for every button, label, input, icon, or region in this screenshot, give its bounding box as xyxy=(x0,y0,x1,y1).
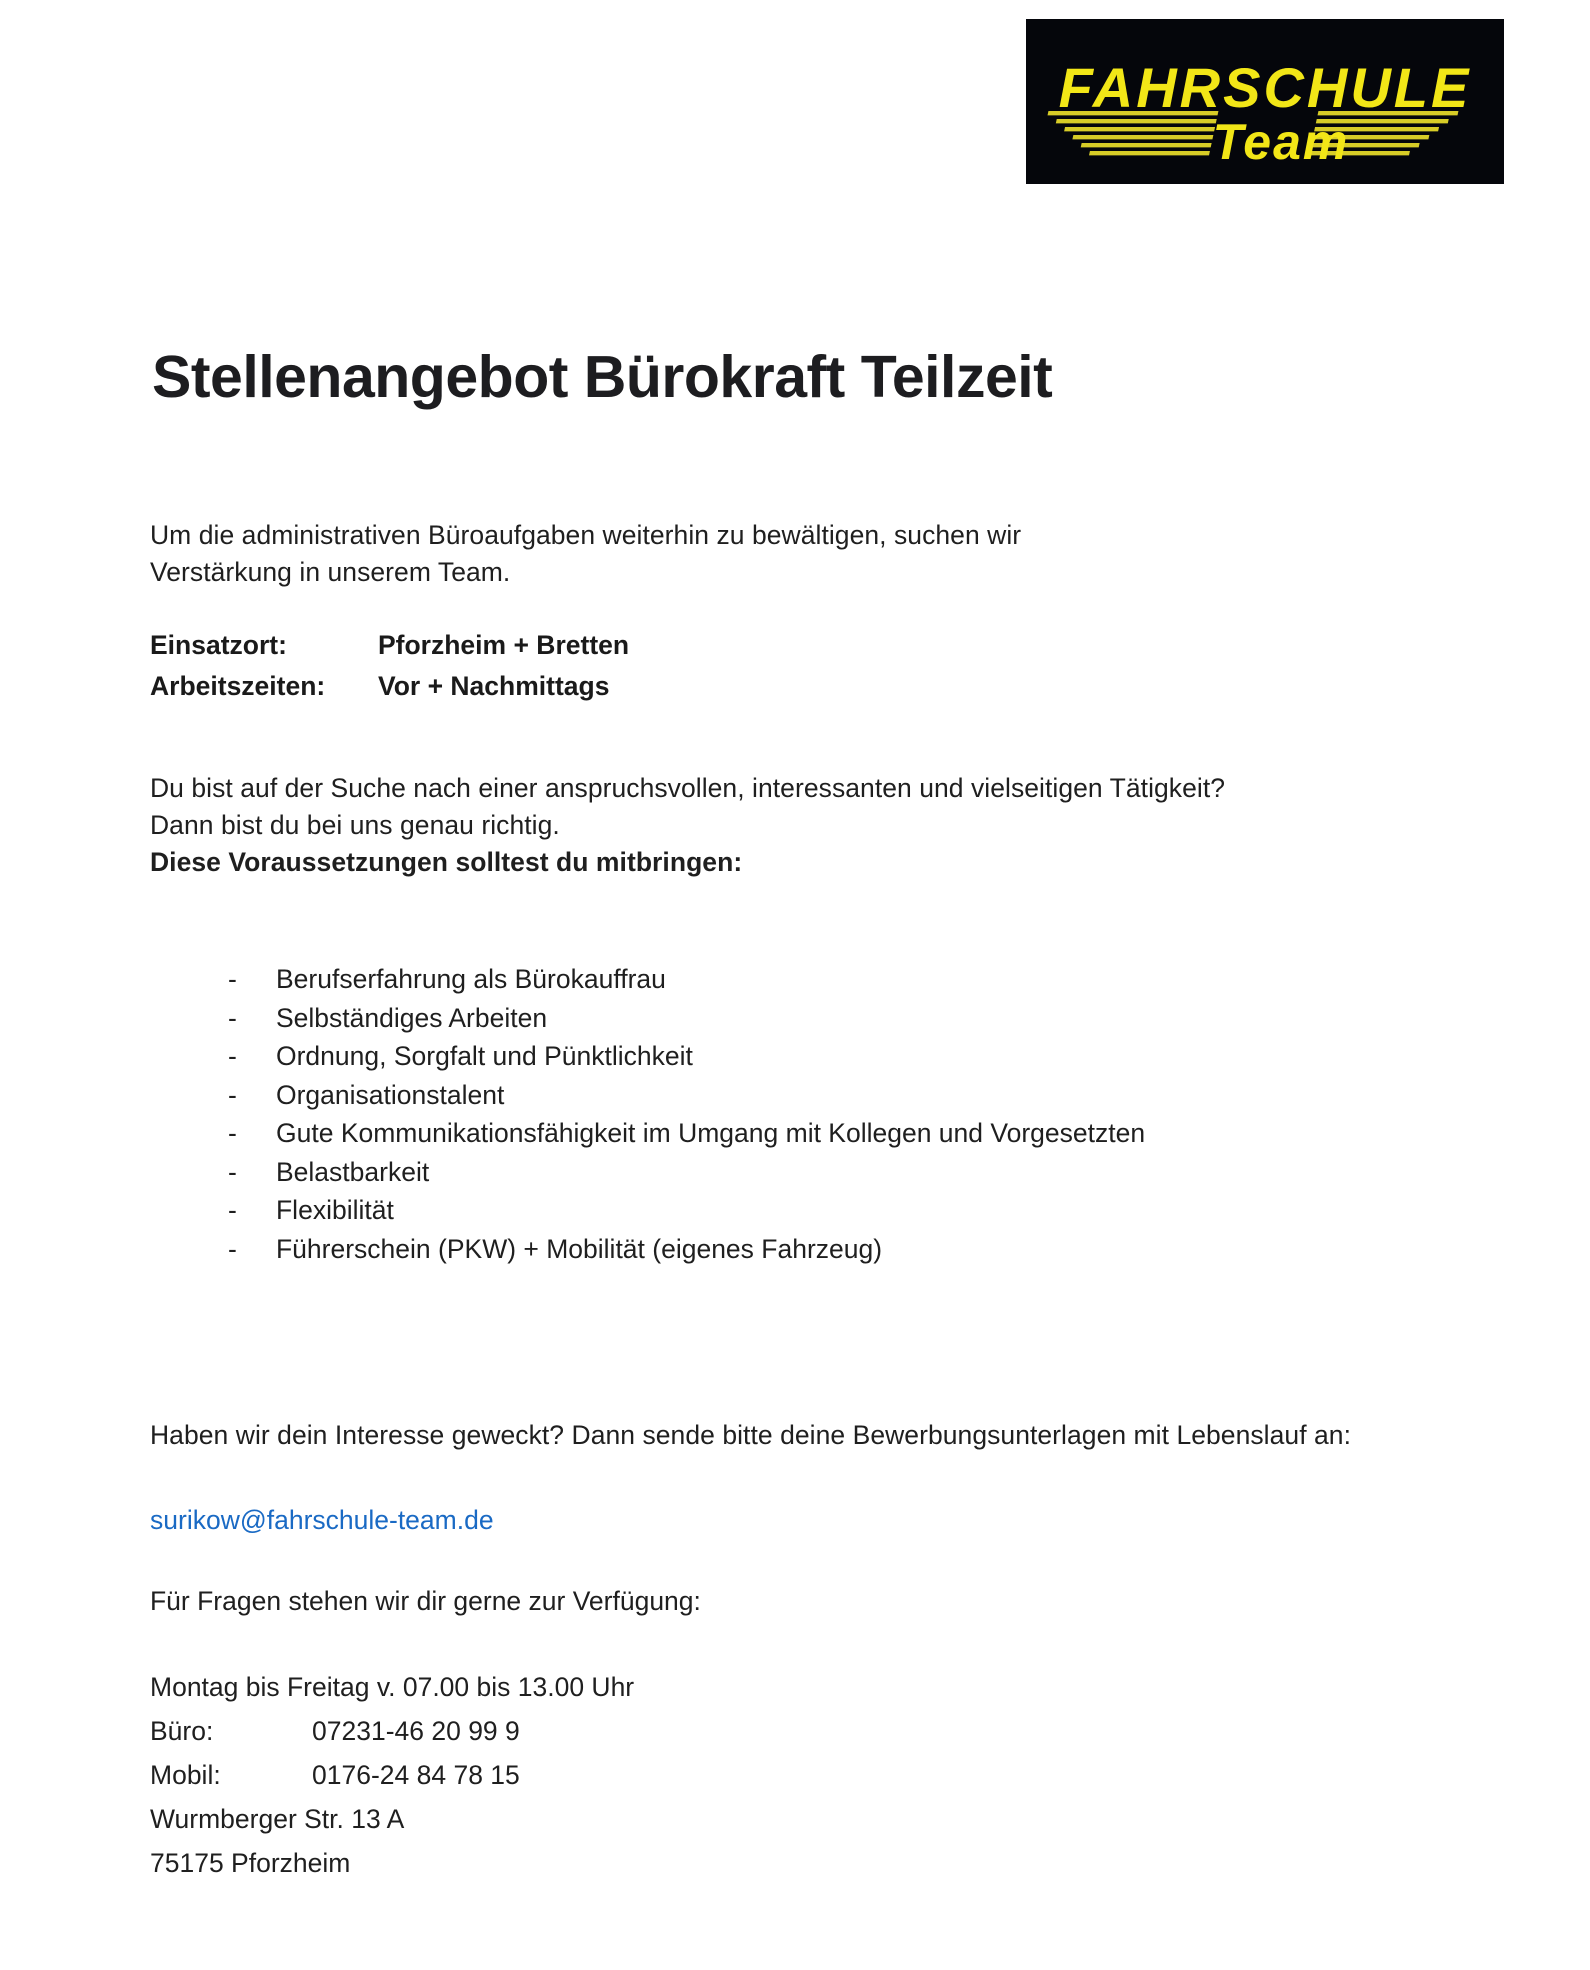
job-details-block xyxy=(150,625,629,707)
requirements-list xyxy=(228,960,1145,1268)
contact-label-buero: Büro: xyxy=(150,1716,214,1746)
logo-text-fahrschule: FAHRSCHULE xyxy=(1058,56,1472,119)
closing-paragraph: Haben wir dein Interesse geweckt? Dann sende bitte deine Bewerbungsunterlagen mit Lebenslauf an: xyxy=(150,1419,1352,1450)
list-item xyxy=(228,1076,1145,1115)
address-street: Wurmberger Str. 13 A xyxy=(150,1804,405,1834)
requirement-text: Führerschein (PKW) + Mobilität (eigenes Fahrzeug) xyxy=(276,1233,883,1264)
requirement-text: Organisationstalent xyxy=(276,1079,505,1110)
bullet-dash-icon: - xyxy=(228,1002,237,1033)
address-city: 75175 Pforzheim xyxy=(150,1848,351,1878)
requirements-heading: Diese Voraussetzungen solltest du mitbringen: xyxy=(150,847,743,877)
page-title: Stellenangebot Bürokraft Teilzeit xyxy=(152,343,1053,410)
bullet-dash-icon: - xyxy=(228,1118,237,1148)
application-email-link[interactable]: surikow@fahrschule-team.de xyxy=(150,1505,494,1535)
requirement-text: Berufserfahrung als Bürokauffrau xyxy=(276,964,666,994)
requirement-text: Ordnung, Sorgfalt und Pünktlichkeit xyxy=(276,1041,693,1071)
bullet-dash-icon: - xyxy=(228,964,237,994)
questions-line: Für Fragen stehen wir dir gerne zur Verfügung: xyxy=(150,1585,701,1616)
list-item xyxy=(228,1153,1145,1192)
contact-row-buero xyxy=(150,1709,634,1753)
requirement-text: Belastbarkeit xyxy=(276,1156,430,1187)
contact-label-mobil: Mobil: xyxy=(150,1760,221,1790)
list-item xyxy=(228,960,1145,999)
logo-svg xyxy=(1026,19,1504,184)
bullet-dash-icon: - xyxy=(228,1079,237,1110)
detail-value-arbeitszeiten: Vor + Nachmittags xyxy=(378,671,610,701)
detail-value-einsatzort: Pforzheim + Bretten xyxy=(378,630,630,660)
bullet-dash-icon: - xyxy=(228,1195,237,1225)
requirement-text: Gute Kommunikationsfähigkeit im Umgang mit Kollegen und Vorgesetzten xyxy=(276,1118,1146,1148)
list-item xyxy=(228,999,1145,1038)
contact-value-mobil: 0176-24 84 78 15 xyxy=(312,1760,520,1790)
list-item xyxy=(228,1230,1145,1269)
office-hours: Montag bis Freitag v. 07.00 bis 13.00 Uhr xyxy=(150,1672,635,1702)
detail-row-einsatzort xyxy=(150,625,629,666)
logo-text-team: Team xyxy=(1212,114,1350,170)
contact-value-buero: 07231-46 20 99 9 xyxy=(312,1716,520,1746)
requirement-text: Flexibilität xyxy=(276,1195,394,1225)
list-item xyxy=(228,1191,1145,1230)
contact-block xyxy=(150,1665,634,1885)
bullet-dash-icon: - xyxy=(228,1233,237,1264)
detail-row-arbeitszeiten xyxy=(150,666,629,707)
seeking-block xyxy=(150,770,1260,881)
list-item xyxy=(228,1037,1145,1076)
list-item xyxy=(228,1114,1145,1153)
fahrschule-team-logo xyxy=(1026,19,1504,184)
requirement-text: Selbständiges Arbeiten xyxy=(276,1002,548,1033)
bullet-dash-icon: - xyxy=(228,1156,237,1187)
logo-artwork xyxy=(1026,19,1504,184)
contact-row-mobil xyxy=(150,1753,634,1797)
detail-label-arbeitszeiten: Arbeitszeiten: xyxy=(150,671,326,701)
seeking-paragraph: Du bist auf der Suche nach einer anspruchsvollen, interessanten und vielseitigen Tätigkeit? Dann bist du bei uns genau richtig. xyxy=(150,773,1226,840)
intro-paragraph: Um die administrativen Büroaufgaben weiterhin zu bewältigen, suchen wir Verstärkung in unserem Team. xyxy=(150,519,1022,587)
detail-label-einsatzort: Einsatzort: xyxy=(150,630,287,660)
bullet-dash-icon: - xyxy=(228,1041,237,1071)
